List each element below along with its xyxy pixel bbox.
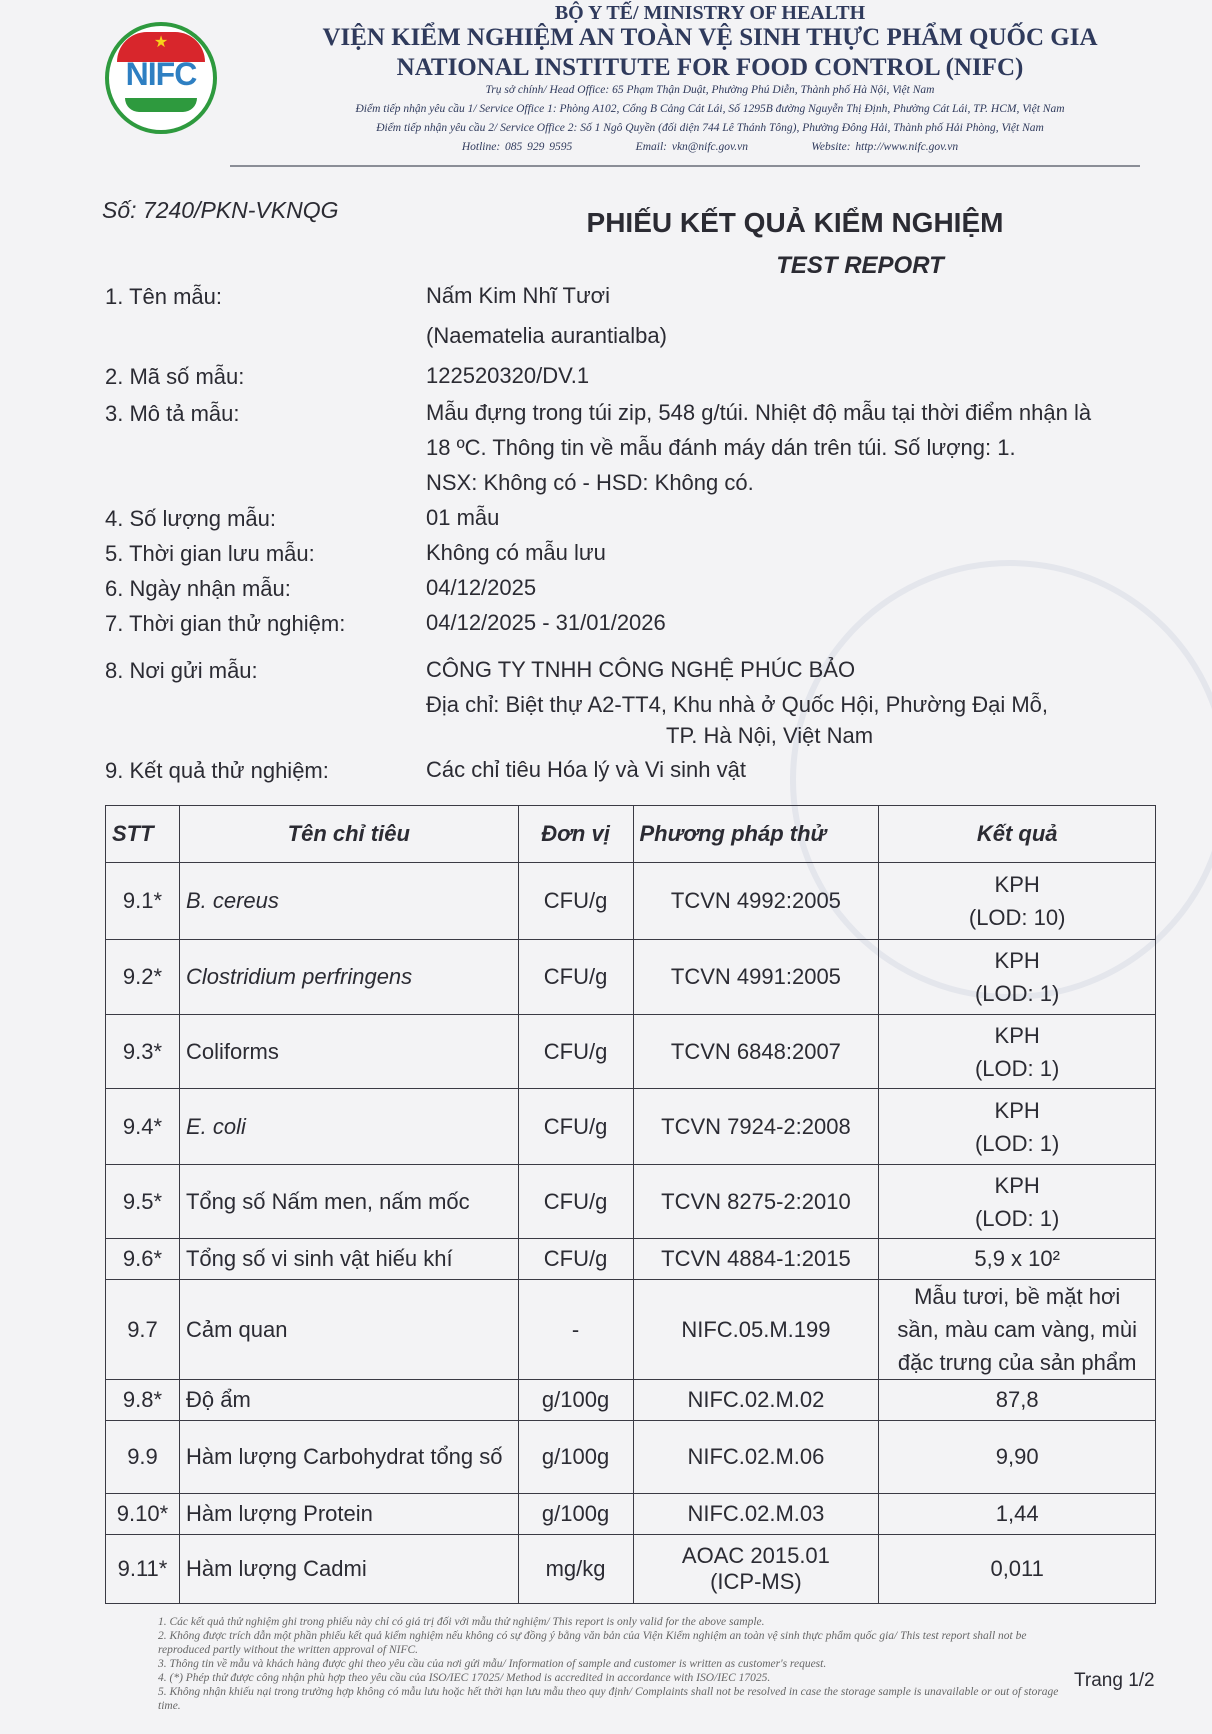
cell-stt xyxy=(106,1089,180,1165)
cell-unit xyxy=(518,1165,633,1239)
cell-stt-line: 9.6* xyxy=(122,1246,163,1271)
field-value: NSX: Không có - HSD: Không có. xyxy=(426,470,754,495)
website: Website: http://www.nifc.gov.vn xyxy=(811,141,959,153)
nifc-logo: ★ NIFC xyxy=(105,22,217,134)
head-office: Trụ sở chính/ Head Office: 65 Phạm Thận Duật, Phường Phú Diễn, Thành phố Hà Nội, Việt Nam xyxy=(485,84,935,96)
contact-line xyxy=(230,141,1190,153)
table-row xyxy=(106,1280,1156,1380)
footnotes xyxy=(158,1615,1078,1713)
institute-name-vi: VIỆN KIỂM NGHIỆM AN TOÀN VỆ SINH THỰC PHẨM QUỐC GIA xyxy=(322,24,1098,51)
cell-result-line: sần, màu cam vàng, mùi xyxy=(897,1317,1137,1342)
cell-result-line: 5,9 x 10² xyxy=(974,1246,1060,1271)
cell-method-line: TCVN 6848:2007 xyxy=(670,1038,841,1064)
cell-name xyxy=(179,1380,518,1421)
report-subtitle: TEST REPORT xyxy=(776,252,944,279)
cell-name xyxy=(179,940,518,1015)
cell-stt xyxy=(106,1380,180,1421)
cell-name-line: Cảm quan xyxy=(185,1316,288,1342)
cell-name-line: Coliforms xyxy=(185,1038,279,1064)
cell-unit-line: CFU/g xyxy=(543,1188,608,1214)
cell-unit xyxy=(518,1380,633,1421)
cell-name xyxy=(179,1239,518,1280)
cell-unit xyxy=(518,1015,633,1089)
field-label: 9. Kết quả thử nghiệm: xyxy=(105,758,329,783)
cell-stt xyxy=(106,940,180,1015)
cell-method xyxy=(633,1494,879,1535)
cell-unit-line: mg/kg xyxy=(545,1556,606,1581)
field-label: 1. Tên mẫu: xyxy=(105,284,222,309)
cell-method-line: NIFC.02.M.02 xyxy=(687,1387,825,1412)
cell-result xyxy=(879,1089,1156,1165)
cell-stt-line: 9.8* xyxy=(122,1387,163,1412)
cell-method xyxy=(633,1421,879,1494)
cell-unit xyxy=(518,1280,633,1380)
cell-result-line: KPH xyxy=(994,1022,1040,1048)
cell-unit-line: CFU/g xyxy=(543,888,608,913)
cell-method xyxy=(633,1239,879,1280)
cell-method-line: NIFC.05.M.199 xyxy=(681,1316,831,1342)
cell-result xyxy=(879,1421,1156,1494)
cell-name xyxy=(179,1494,518,1535)
cell-result xyxy=(879,1165,1156,1239)
cell-name-line: Clostridium perfringens xyxy=(185,964,413,989)
table-row xyxy=(106,940,1156,1015)
footnote: 2. Không được trích dẫn một phần phiếu kết quả kiểm nghiệm nếu không có sự đồng ý bằng văn bản của Viện Kiểm nghiệm an toàn vệ sinh thực phẩm quốc gia/ This test report shall not be reproduced partly without the written approval of NIFC. xyxy=(158,1630,1027,1656)
email: Email: vkn@nifc.gov.vn xyxy=(635,141,748,153)
table-row xyxy=(106,1239,1156,1280)
cell-method-line: NIFC.02.M.03 xyxy=(687,1501,825,1526)
cell-method-line: TCVN 7924-2:2008 xyxy=(661,1113,851,1139)
cell-method xyxy=(633,940,879,1015)
page-number: Trang 1/2 xyxy=(1074,1670,1155,1691)
header-divider xyxy=(230,165,1140,167)
cell-name-line: E. coli xyxy=(185,1113,246,1139)
field-value: CÔNG TY TNHH CÔNG NGHỆ PHÚC BẢO xyxy=(426,657,856,682)
cell-result-line: 9,90 xyxy=(995,1444,1039,1469)
cell-unit-line: CFU/g xyxy=(543,1113,608,1139)
cell-name xyxy=(179,1280,518,1380)
cell-result-line: 0,011 xyxy=(990,1556,1044,1581)
cell-result xyxy=(879,1015,1156,1089)
cell-method xyxy=(633,1535,879,1604)
cell-result-line: KPH xyxy=(994,872,1040,897)
table-row xyxy=(106,1015,1156,1089)
table-row xyxy=(106,863,1156,940)
cell-result xyxy=(879,1239,1156,1280)
cell-unit-line: - xyxy=(571,1316,580,1342)
cell-result xyxy=(879,863,1156,940)
cell-name xyxy=(179,1165,518,1239)
cell-stt-line: 9.1* xyxy=(122,888,163,913)
cell-stt-line: 9.7 xyxy=(127,1316,158,1342)
cell-method xyxy=(633,1380,879,1421)
field-value: TP. Hà Nội, Việt Nam xyxy=(666,723,874,748)
table-row xyxy=(106,1535,1156,1604)
field-value: 04/12/2025 - 31/01/2026 xyxy=(426,610,666,635)
cell-stt xyxy=(106,1165,180,1239)
cell-result-line: KPH xyxy=(994,1097,1040,1123)
cell-method xyxy=(633,1165,879,1239)
table-row xyxy=(106,1421,1156,1494)
cell-method-line: TCVN 8275-2:2010 xyxy=(661,1188,851,1214)
cell-result-line: (LOD: 1) xyxy=(974,1130,1060,1156)
cell-method xyxy=(633,1089,879,1165)
cell-name-line: Hàm lượng Protein xyxy=(185,1501,373,1526)
cell-name xyxy=(179,1015,518,1089)
cell-stt xyxy=(106,1239,180,1280)
field-value: 01 mẫu xyxy=(426,505,500,530)
cell-name-line: B. cereus xyxy=(185,888,279,913)
hotline: Hotline: 085 929 9595 xyxy=(461,141,573,153)
table-row xyxy=(106,1165,1156,1239)
cell-stt-line: 9.11* xyxy=(117,1556,168,1581)
cell-stt-line: 9.5* xyxy=(122,1188,163,1214)
cell-unit xyxy=(518,1239,633,1280)
field-value: (Naematelia aurantialba) xyxy=(426,323,667,348)
report-number: Số: 7240/PKN-VKNQG xyxy=(102,197,339,223)
ministry-name: BỘ Y TẾ/ MINISTRY OF HEALTH xyxy=(554,2,866,24)
field-label: 5. Thời gian lưu mẫu: xyxy=(105,541,315,566)
cell-unit-line: CFU/g xyxy=(543,1246,608,1271)
cell-result xyxy=(879,1494,1156,1535)
cell-unit-line: g/100g xyxy=(541,1501,610,1526)
footnote: 1. Các kết quả thử nghiệm ghi trong phiếu này chỉ có giá trị đối với mẫu thử nghiệm/ This report is only valid for the above sample. xyxy=(158,1616,765,1628)
cell-method-line: TCVN 4992:2005 xyxy=(670,888,841,913)
cell-unit xyxy=(518,1494,633,1535)
field-label: 7. Thời gian thử nghiệm: xyxy=(105,611,346,636)
cell-result-line: KPH xyxy=(994,948,1040,973)
field-value: 18 ºC. Thông tin về mẫu đánh máy dán trên túi. Số lượng: 1. xyxy=(426,435,1016,460)
field-value: Không có mẫu lưu xyxy=(426,540,606,565)
field-value: Mẫu đựng trong túi zip, 548 g/túi. Nhiệt độ mẫu tại thời điểm nhận là xyxy=(426,400,1092,425)
cell-stt xyxy=(106,1280,180,1380)
cell-stt-line: 9.9 xyxy=(127,1444,158,1469)
footnote: 3. Thông tin về mẫu và khách hàng được ghi theo yêu cầu của nơi gửi mẫu/ Information of sample and customer is written as customer's request. xyxy=(158,1658,827,1670)
footnote: 4. (*) Phép thử được công nhận phù hợp theo yêu cầu của ISO/IEC 17025/ Method is accredited in accordance with ISO/IEC 17025. xyxy=(158,1672,771,1684)
field-label: 4. Số lượng mẫu: xyxy=(105,506,277,531)
field-value: Các chỉ tiêu Hóa lý và Vi sinh vật xyxy=(426,757,746,782)
service-office-1: Điểm tiếp nhận yêu cầu 1/ Service Office 1: Phòng A102, Cổng B Cảng Cát Lái, Số 1295B đường Nguyễn Thị Định, Phường Cát Lái, TP. HCM, Việt Nam xyxy=(355,103,1065,115)
field-label: 6. Ngày nhận mẫu: xyxy=(105,576,291,601)
cell-unit xyxy=(518,1089,633,1165)
cell-unit xyxy=(518,1535,633,1604)
cell-result-line: (LOD: 1) xyxy=(974,981,1060,1006)
header-stt: STT xyxy=(106,806,180,863)
table-row xyxy=(106,1380,1156,1421)
cell-unit-line: g/100g xyxy=(541,1387,610,1412)
cell-method-line: NIFC.02.M.06 xyxy=(687,1444,825,1469)
service-office-2: Điểm tiếp nhận yêu cầu 2/ Service Office 2: Số 1 Ngô Quyền (đối diện 744 Lê Thánh Tông), Phường Đông Hải, Thành phố Hải Phòng, Việt Nam xyxy=(376,122,1044,134)
field-value: Nấm Kim Nhĩ Tươi xyxy=(426,283,610,308)
cell-result-line: KPH xyxy=(994,1172,1040,1198)
cell-result xyxy=(879,1280,1156,1380)
cell-stt xyxy=(106,1535,180,1604)
cell-method-line: (ICP-MS) xyxy=(710,1569,802,1594)
cell-result-line: (LOD: 1) xyxy=(974,1055,1060,1081)
cell-method xyxy=(633,863,879,940)
cell-stt xyxy=(106,1494,180,1535)
cell-name-line: Hàm lượng Carbohydrat tổng số xyxy=(185,1444,503,1469)
table-header-row xyxy=(106,806,1156,863)
cell-name xyxy=(179,1535,518,1604)
cell-result-line: đặc trưng của sản phẩm xyxy=(897,1350,1137,1375)
cell-method-line: TCVN 4991:2005 xyxy=(670,964,841,989)
cell-result xyxy=(879,1380,1156,1421)
cell-stt xyxy=(106,863,180,940)
cell-stt-line: 9.4* xyxy=(122,1113,163,1139)
field-value: 04/12/2025 xyxy=(426,575,537,600)
field-value: 122520320/DV.1 xyxy=(426,363,590,388)
cell-result-line: 87,8 xyxy=(995,1387,1039,1412)
cell-unit-line: g/100g xyxy=(541,1444,610,1469)
cell-unit xyxy=(518,863,633,940)
cell-stt-line: 9.3* xyxy=(122,1038,163,1064)
cell-stt-line: 9.10* xyxy=(116,1501,169,1526)
cell-unit xyxy=(518,940,633,1015)
cell-stt-line: 9.2* xyxy=(122,964,163,989)
cell-result xyxy=(879,1535,1156,1604)
cell-result-line: 1,44 xyxy=(995,1501,1039,1526)
header-unit: Đơn vị xyxy=(518,806,633,863)
cell-method xyxy=(633,1015,879,1089)
cell-name xyxy=(179,1089,518,1165)
field-label: 3. Mô tả mẫu: xyxy=(105,401,240,426)
cell-name xyxy=(179,1421,518,1494)
cell-method-line: AOAC 2015.01 xyxy=(681,1543,830,1568)
cell-unit xyxy=(518,1421,633,1494)
field-label: 8. Nơi gửi mẫu: xyxy=(105,658,258,683)
cell-name-line: Độ ẩm xyxy=(185,1387,251,1412)
cell-name-line: Tổng số Nấm men, nấm mốc xyxy=(185,1188,470,1214)
cell-unit-line: CFU/g xyxy=(543,1038,608,1064)
header-name: Tên chỉ tiêu xyxy=(179,806,518,863)
cell-name-line: Hàm lượng Cadmi xyxy=(185,1556,367,1581)
cell-method xyxy=(633,1280,879,1380)
header-result: Kết quả xyxy=(879,806,1156,863)
cell-result-line: Mẫu tươi, bề mặt hơi xyxy=(914,1284,1121,1309)
cell-stt xyxy=(106,1015,180,1089)
results-table xyxy=(105,805,1156,1604)
header-method: Phương pháp thử xyxy=(633,806,879,863)
cell-stt xyxy=(106,1421,180,1494)
cell-result-line: (LOD: 10) xyxy=(968,905,1066,930)
table-row xyxy=(106,1089,1156,1165)
cell-method-line: TCVN 4884-1:2015 xyxy=(661,1246,851,1271)
field-value: Địa chỉ: Biệt thự A2-TT4, Khu nhà ở Quốc Hội, Phường Đại Mỗ, xyxy=(426,692,1049,717)
report-title: PHIẾU KẾT QUẢ KIỂM NGHIỆM xyxy=(586,207,1004,238)
cell-unit-line: CFU/g xyxy=(543,964,608,989)
footnote: 5. Không nhận khiếu nại trong trường hợp không có mẫu lưu hoặc hết thời hạn lưu mẫu theo quy định/ Complaints shall not be resolved in case the storage sample is unavailable or out of storage time. xyxy=(158,1686,1059,1712)
cell-name-line: Tổng số vi sinh vật hiếu khí xyxy=(185,1246,453,1271)
table-row xyxy=(106,1494,1156,1535)
cell-result-line: (LOD: 1) xyxy=(974,1205,1060,1231)
cell-result xyxy=(879,940,1156,1015)
cell-name xyxy=(179,863,518,940)
institute-name-en: NATIONAL INSTITUTE FOR FOOD CONTROL (NIFC) xyxy=(396,54,1024,81)
field-label: 2. Mã số mẫu: xyxy=(105,364,245,389)
